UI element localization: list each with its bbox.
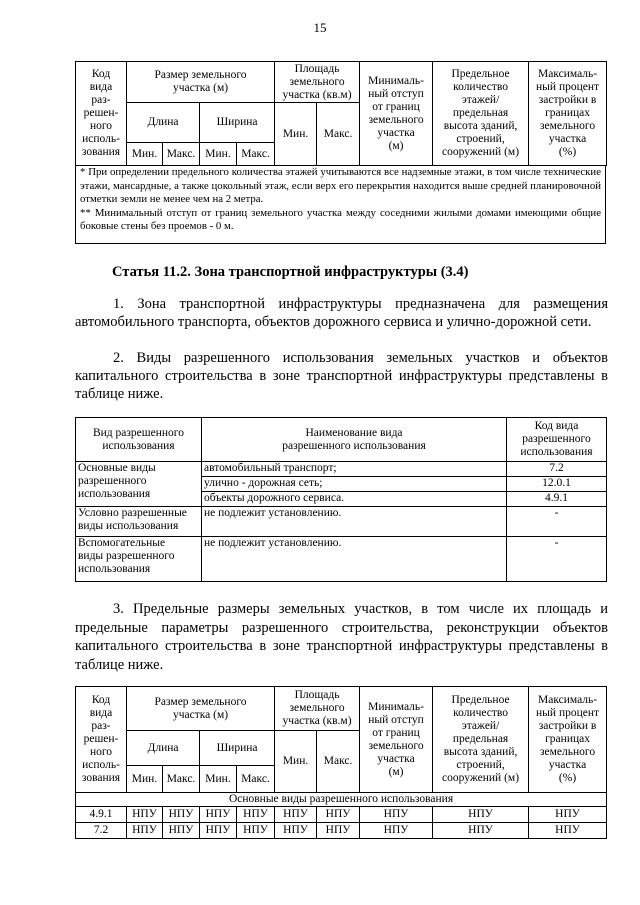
header-width-min: Мин. [200,766,237,793]
uses-auxiliary-name: не подлежит установлению. [202,537,507,582]
params-table-header-1 [75,61,607,166]
header-area-min: Мин. [275,731,317,793]
uses-row-code: 4.9.1 [507,492,607,507]
row-code: 7.2 [76,823,127,839]
uses-main-label: Основные виды разрешенного использования [76,462,202,507]
row-cell: НПУ [200,807,237,823]
uses-conditional-label: Условно разрешенные виды использования [76,507,202,537]
uses-auxiliary-label: Вспомогательные виды разрешенного использования [76,537,202,582]
row-cell: НПУ [529,807,607,823]
row-cell: НПУ [317,823,360,839]
paragraph-2: 2. Виды разрешенного использования земельных участков и объектов капитального строительства в зоне транспортной инфраструктуры представлены в таблице ниже. [75,350,608,402]
params-table-2 [75,686,607,839]
note-setback: ** Минимальный отступ от границ земельного участка между соседними жилыми домами имеющими общие боковые стены без проемов - 0 м. [80,206,601,232]
header-length-min: Мин. [127,143,163,166]
row-cell: НПУ [127,807,163,823]
uses-row-code: 7.2 [507,462,607,477]
uses-row-name: объекты дорожного сервиса. [202,492,507,507]
uses-row-name: улично - дорожная сеть; [202,477,507,492]
row-cell: НПУ [127,823,163,839]
header-area: Площадь земельного участка (кв.м) [275,687,360,731]
header-width-max: Макс. [237,766,275,793]
header-length-max: Макс. [163,143,200,166]
paragraph-3: 3. Предельные размеры земельных участков, в том числе их площадь и предельные параметры разрешенного строительства, реконструкции объектов капитального строительства в зоне транспортной инфраструктуры представлены в таблице ниже. [75,601,608,673]
header-width: Ширина [200,103,275,143]
header-coverage: Максималь- ный процент застройки в границах земельного участка (%) [529,687,607,793]
header-area-max: Макс. [317,103,360,166]
row-code: 4.9.1 [76,807,127,823]
row-cell: НПУ [163,807,200,823]
header-coverage: Максималь- ный процент застройки в границах земельного участка (%) [529,62,607,166]
article-heading: Статья 11.2. Зона транспортной инфраструктуры (3.4) [112,264,469,280]
header-code: Код вида раз- решен- ного исполь- зования [76,687,127,793]
header-plot-size: Размер земельного участка (м) [127,62,275,103]
row-cell: НПУ [163,823,200,839]
paragraph-1: 1. Зона транспортной инфраструктуры предназначена для размещения автомобильного транспорта, объектов дорожного сервиса и улично-дорожной сети. [75,296,608,330]
header-width: Ширина [200,731,275,766]
header-length-max: Макс. [163,766,200,793]
section-title: Основные виды разрешенного использования [76,793,607,807]
row-cell: НПУ [275,807,317,823]
row-cell: НПУ [237,807,275,823]
uses-conditional-code: - [507,507,607,537]
header-floors: Предельное количество этажей/ предельная высота зданий, строений, сооружений (м) [433,62,529,166]
header-floors: Предельное количество этажей/ предельная высота зданий, строений, сооружений (м) [433,687,529,793]
header-min-setback: Минималь- ный отступ от границ земельного участка (м) [360,62,433,166]
note-floors: * При определении предельного количества этажей учитываются все надземные этажи, в том числе технические этажи, мансардные, а также цокольный этаж, если верх его перекрытия находится выше средней планировочной отметки земли не менее чем на 2 метра. [80,166,601,205]
row-cell: НПУ [360,823,433,839]
header-area-min: Мин. [275,103,317,166]
row-cell: НПУ [360,807,433,823]
uses-header-type: Вид разрешенного использования [76,418,202,462]
header-area: Площадь земельного участка (кв.м) [275,62,360,103]
row-cell: НПУ [433,807,529,823]
header-length: Длина [127,103,200,143]
uses-auxiliary-code: - [507,537,607,582]
page-number: 15 [313,20,327,35]
row-cell: НПУ [529,823,607,839]
header-area-max: Макс. [317,731,360,793]
header-length-min: Мин. [127,766,163,793]
header-width-min: Мин. [200,143,237,166]
header-min-setback: Минималь- ный отступ от границ земельного участка (м) [360,687,433,793]
row-cell: НПУ [433,823,529,839]
uses-header-name: Наименование вида разрешенного использования [202,418,507,462]
row-cell: НПУ [275,823,317,839]
header-plot-size: Размер земельного участка (м) [127,687,275,731]
uses-row-name: автомобильный транспорт; [202,462,507,477]
uses-conditional-name: не подлежит установлению. [202,507,507,537]
header-length: Длина [127,731,200,766]
uses-header-code: Код вида разрешенного использования [507,418,607,462]
row-cell: НПУ [200,823,237,839]
table-notes [75,165,606,244]
uses-row-code: 12.0.1 [507,477,607,492]
uses-table [75,417,607,582]
row-cell: НПУ [237,823,275,839]
row-cell: НПУ [317,807,360,823]
header-width-max: Макс. [237,143,275,166]
header-code: Код вида раз- решен- ного исполь- зования [76,62,127,166]
